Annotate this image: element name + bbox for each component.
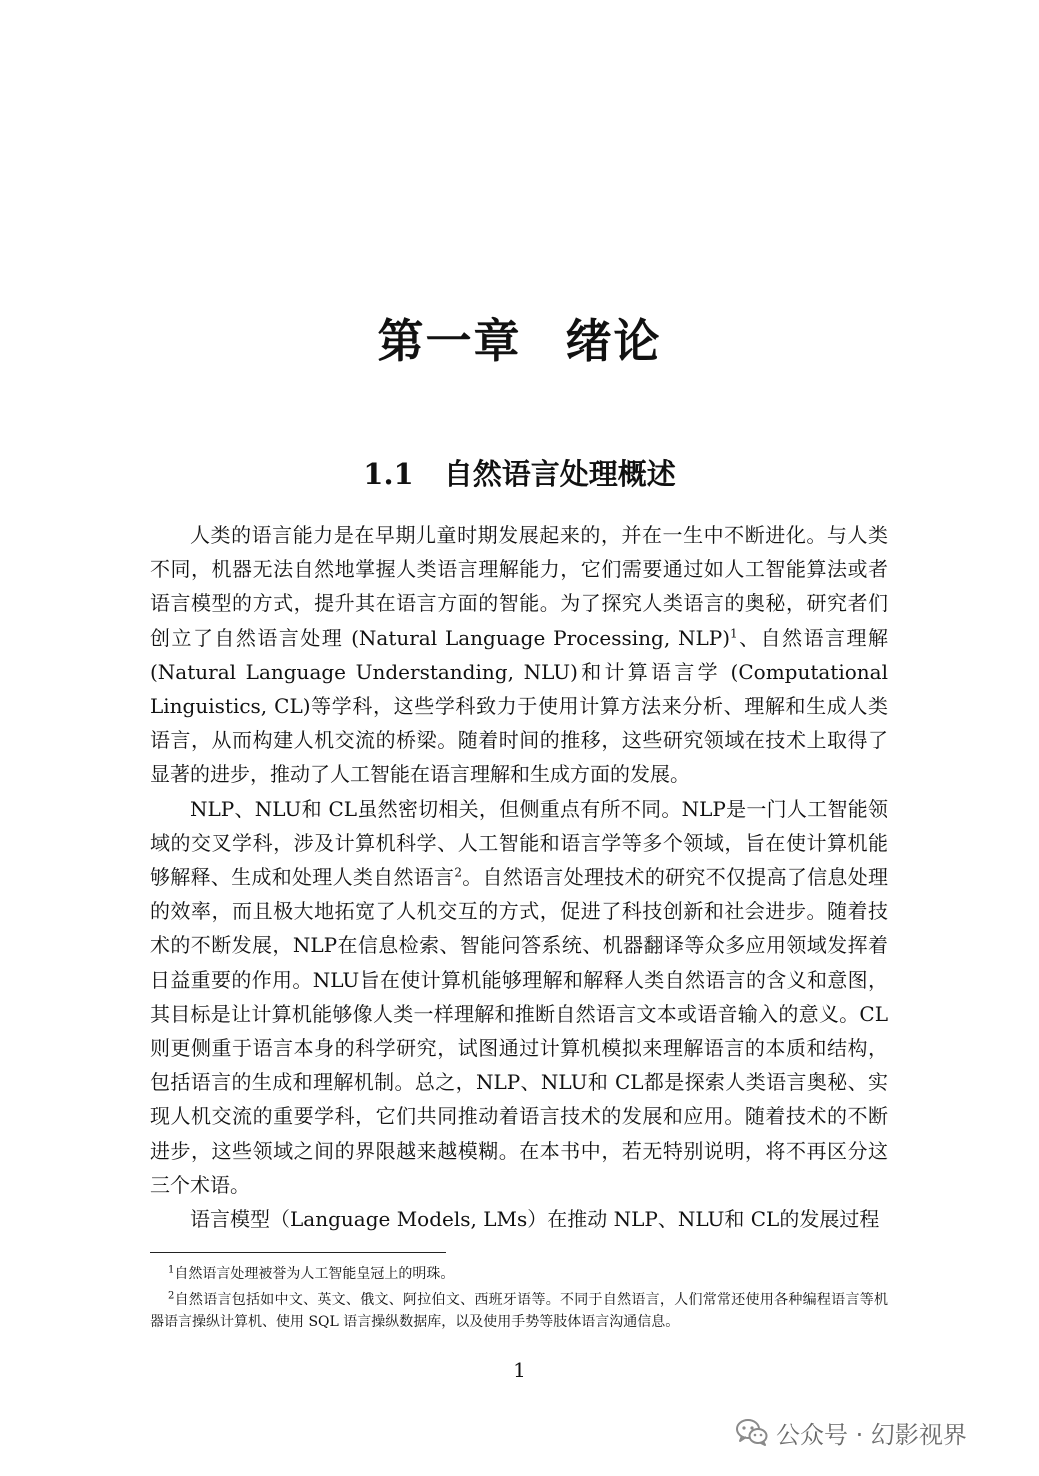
paragraph-3-text-a: 语言模型（Language Models, LMs）在推动 NLP、NLU和 CL的发展过程 — [190, 1207, 880, 1232]
paragraph-1 — [150, 518, 888, 792]
footnote-2-text: 自然语言包括如中文、英文、俄文、阿拉伯文、西班牙语等。不同于自然语言，人们常常还使用各种编程语言等机器语言操纵计算机、使用 SQL 语言操纵数据库，以及使用手势等肢体语言沟通信息。 — [150, 1292, 888, 1330]
paragraph-1-text-b: 、自然语言理解 (Natural Language Understanding, NLU)和计算语言学 (Computational Linguistics, CL)等学科，这些学科致力于使用计算方法来分析、理解和生成人类语言，从而构建人机交流的桥梁。随着时间的推移，这些研究领域在技术上取得了显著的进步，推动了人工智能在语言理解和生成方面的发展。 — [150, 625, 889, 787]
footnote-2 — [150, 1289, 888, 1333]
section-title — [0, 452, 1039, 493]
watermark-text: 公众号 · 幻影视界 — [776, 1420, 967, 1449]
watermark — [736, 1414, 967, 1450]
paragraph-3 — [150, 1202, 888, 1236]
chapter-number: 第一章 — [377, 314, 522, 368]
footnote-1 — [150, 1263, 888, 1285]
footnote-1-mark: 1 — [168, 1264, 175, 1276]
paragraph-2 — [150, 792, 888, 1202]
footnote-divider — [150, 1252, 446, 1253]
paragraph-1-text-a: 人类的语言能力是在早期儿童时期发展起来的，并在一生中不断进化。与人类不同，机器无法自然地掌握人类语言理解能力，它们需要通过如人工智能算法或者语言模型的方式，提升其在语言方面的智能。为了探究人类语言的奥秘，研究者们创立了自然语言处理 (Natural Language Processing, NLP) — [150, 523, 888, 650]
section-number: 1.1 — [363, 457, 414, 491]
footnote-2-mark: 2 — [168, 1290, 175, 1302]
wechat-icon — [736, 1417, 768, 1447]
body-text — [150, 518, 888, 1236]
section-name: 自然语言处理概述 — [443, 457, 676, 491]
chapter-title — [0, 305, 1039, 371]
footnote-ref-2[interactable]: 2 — [454, 865, 462, 880]
chapter-name: 绪论 — [565, 314, 662, 368]
footnotes — [150, 1263, 888, 1337]
page-number: 1 — [513, 1358, 526, 1382]
paragraph-2-text-a: NLP、NLU和 CL虽然密切相关，但侧重点有所不同。NLP是一门人工智能领域的交叉学科，涉及计算机科学、人工智能和语言学等多个领域，旨在使计算机能够解释、生成和处理人类自然语言 — [150, 796, 888, 890]
footnote-1-text: 自然语言处理被誉为人工智能皇冠上的明珠。 — [174, 1266, 455, 1282]
paragraph-2-text-b: 。自然语言处理技术的研究不仅提高了信息处理的效率，而且极大地拓宽了人机交互的方式，促进了科技创新和社会进步。随着技术的不断发展，NLP在信息检索、智能问答系统、机器翻译等众多应用领域发挥着日益重要的作用。NLU旨在使计算机能够理解和解释人类自然语言的含义和意图，其目标是让计算机能够像人类一样理解和推断自然语言文本或语音输入的意义。CL则更侧重于语言本身的科学研究，试图通过计算机模拟来理解语言的本质和结构，包括语言的生成和理解机制。总之，NLP、NLU和 CL都是探索人类语言奥秘、实现人机交流的重要学科，它们共同推动着语言技术的发展和应用。随着技术的不断进步，这些领域之间的界限越来越模糊。在本书中，若无特别说明，将不再区分这三个术语。 — [150, 865, 889, 1197]
footnote-ref-1[interactable]: 1 — [730, 625, 738, 640]
